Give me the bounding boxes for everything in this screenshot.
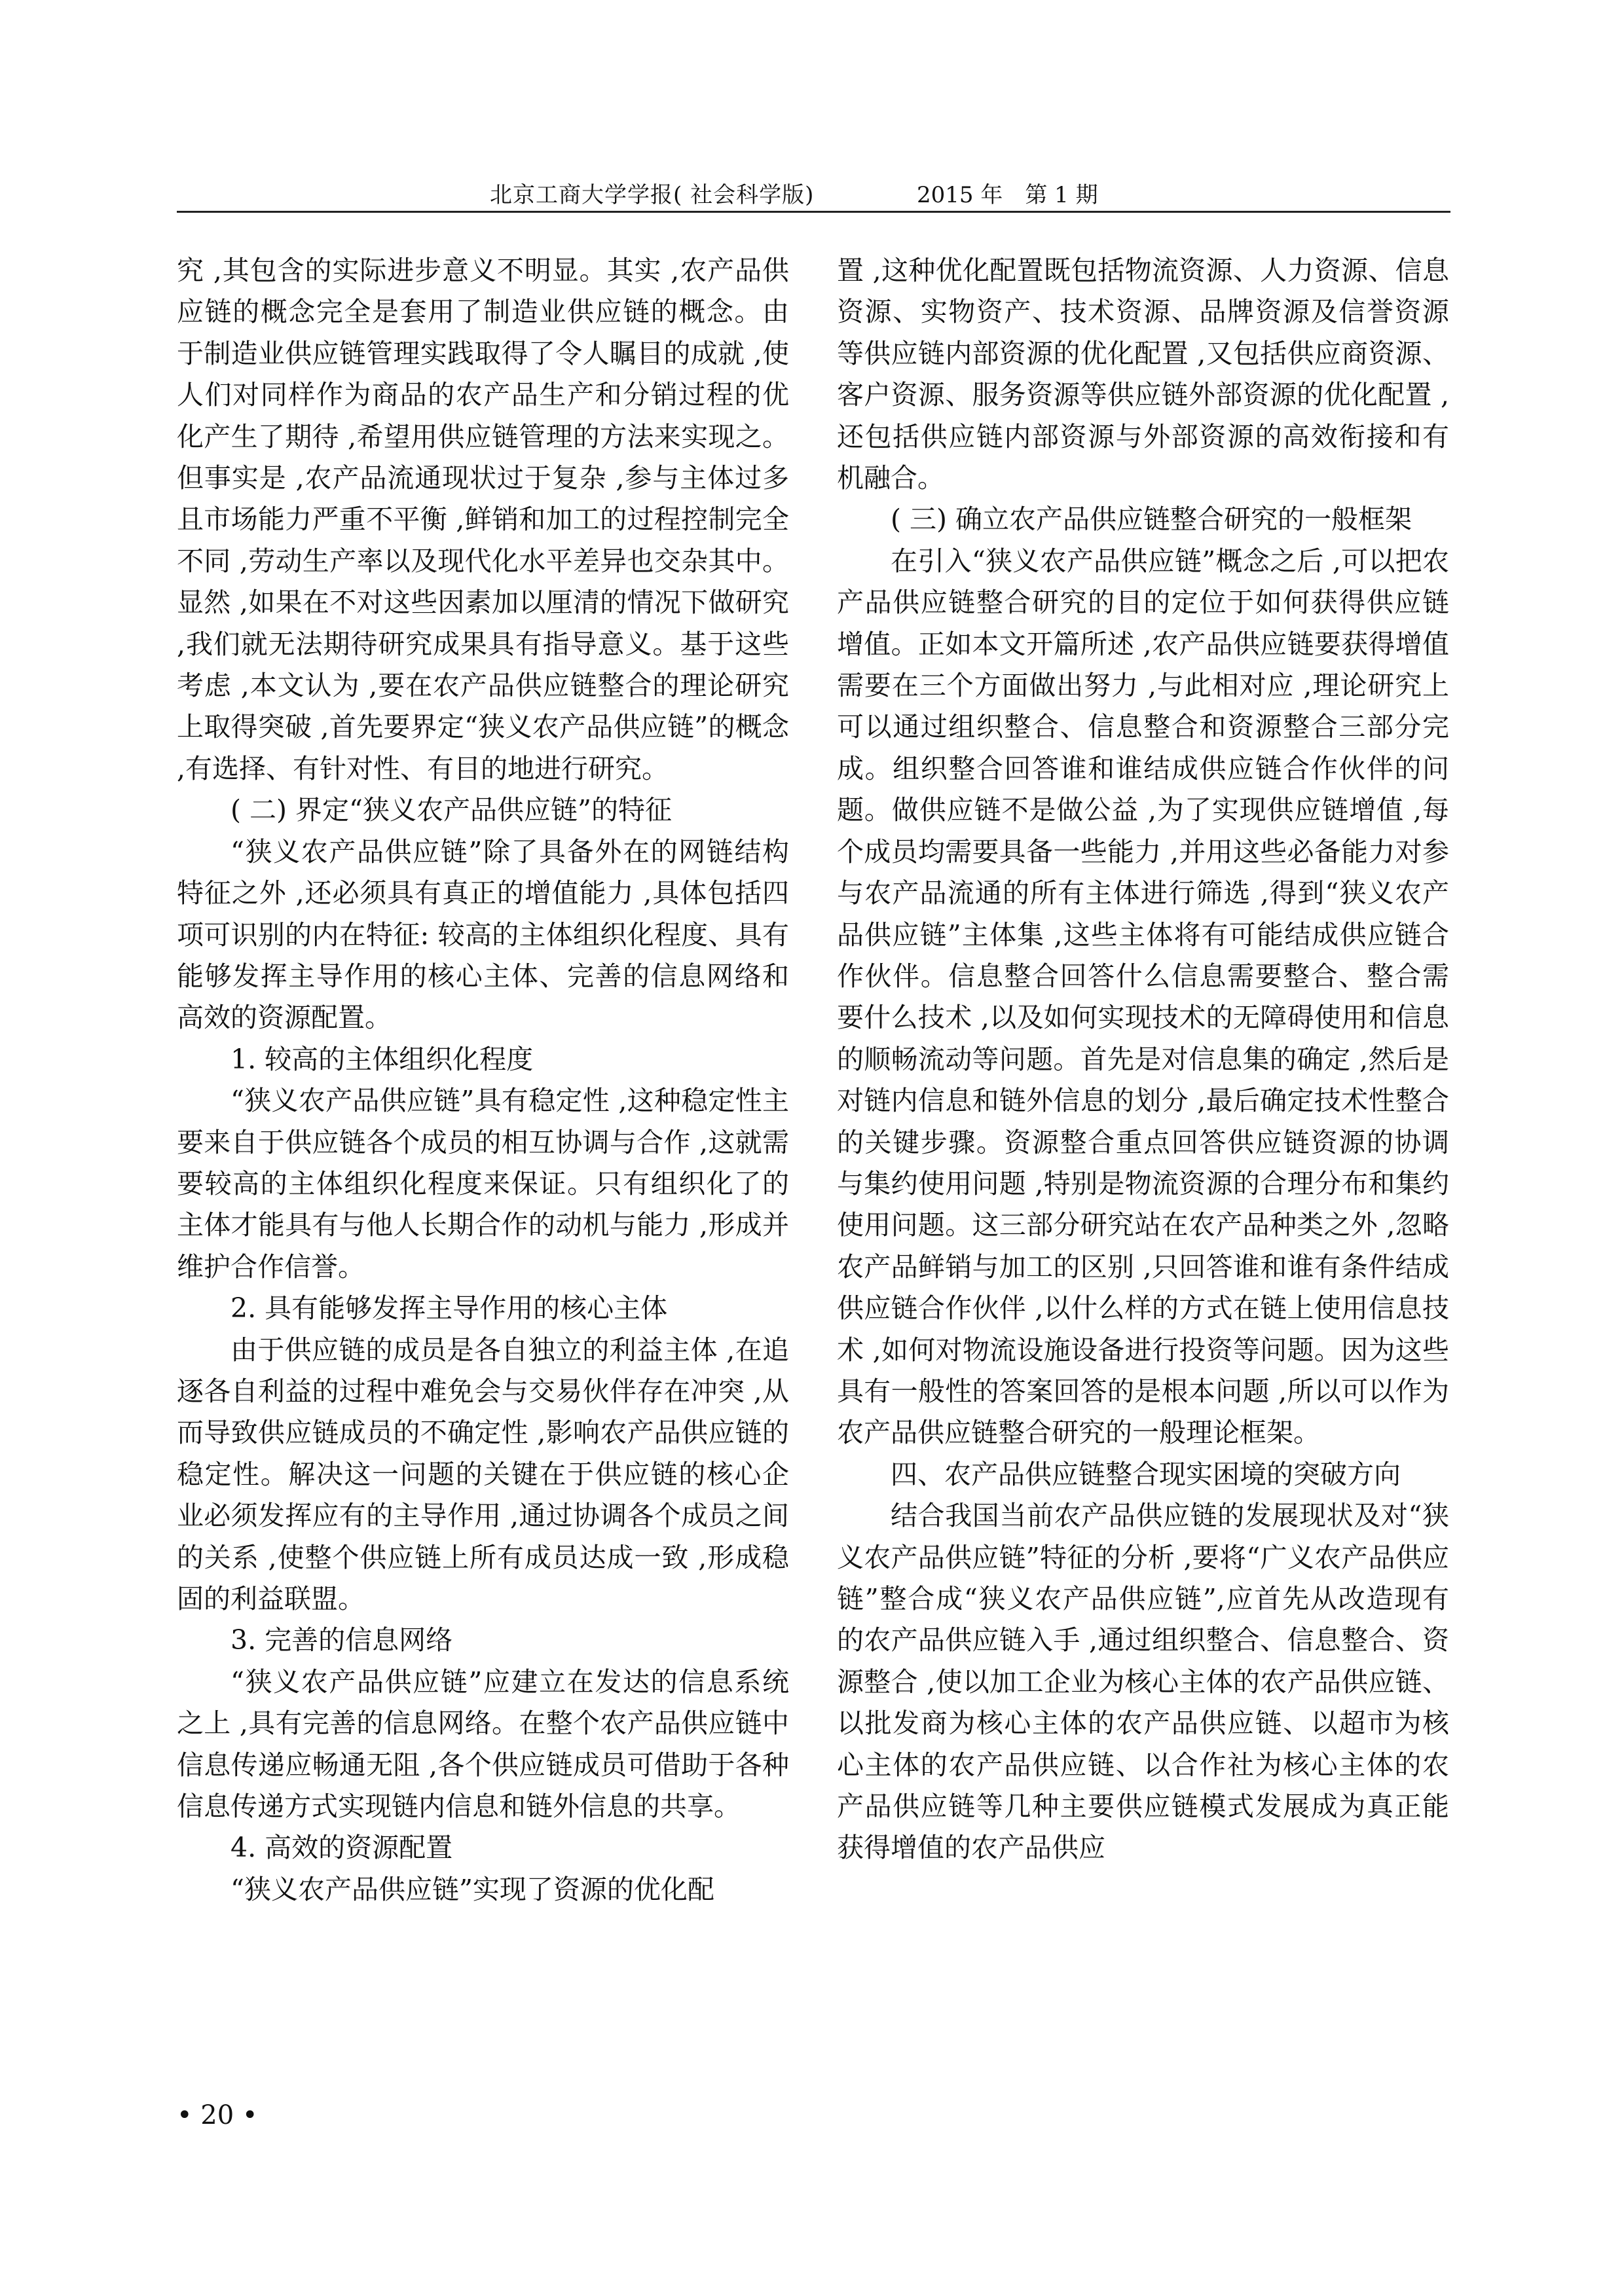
section-heading: ( 二) 界定“狭义农产品供应链”的特征 (231, 794, 672, 826)
subsection-heading: 1. 较高的主体组织化程度 (231, 1043, 534, 1075)
section-heading: ( 三) 确立农产品供应链整合研究的一般框架 (891, 503, 1412, 536)
page-number: • 20 • (177, 2100, 258, 2130)
paragraph: 究 ,其包含的实际进步意义不明显。其实 ,农产品供应链的概念完全是套用了制造业供应链的概念。由于制造业供应链管理实践取得了令人瞩目的成就 ,使人们对同样作为商品的农产品生产和分销过程的优化产生了期待 ,希望用供应链管理的方法来实现之。但事实是 ,农产品流通现状过于复杂 ,参与主体过多且市场能力严重不平衡 ,鲜销和加工的过程控制完全不同 ,劳动生产率以及现代化水平差异也交杂其中。显然 ,如果在不对这些因素加以厘清的情况下做研究 ,我们就无法期待研究成果具有指导意义。基于这些考虑 ,本文认为 ,要在农产品供应链整合的理论研究上取得突破 ,首先要界定“狭义农产品供应链”的概念 ,有选择、有针对性、有目的地进行研究。 (177, 255, 789, 784)
running-header (177, 175, 1450, 213)
paragraph: 置 ,这种优化配置既包括物流资源、人力资源、信息资源、实物资产、技术资源、品牌资源及信誉资源等供应链内部资源的优化配置 ,又包括供应商资源、客户资源、服务资源等供应链外部资源的优化配置 ,还包括供应链内部资源与外部资源的高效衔接和有机融合。 (837, 255, 1449, 494)
paragraph: 在引入“狭义农产品供应链”概念之后 ,可以把农产品供应链整合研究的目的定位于如何获得供应链增值。正如本文开篇所述 ,农产品供应链要获得增值需要在三个方面做出努力 ,与此相对应 ,理论研究上可以通过组织整合、信息整合和资源整合三部分完成。组织整合回答谁和谁结成供应链合作伙伴的问题。做供应链不是做公益 ,为了实现供应链增值 ,每个成员均需要具备一些能力 ,并用这些必备能力对参与农产品流通的所有主体进行筛选 ,得到“狭义农产品供应链”主体集 ,这些主体将有可能结成供应链合作伙伴。信息整合回答什么信息需要整合、整合需要什么技术 ,以及如何实现技术的无障碍使用和信息的顺畅流动等问题。首先是对信息集的确定 ,然后是对链内信息和链外信息的划分 ,最后确定技术性整合的关键步骤。资源整合重点回答供应链资源的协调与集约使用问题 ,特别是物流资源的合理分布和集约使用问题。这三部分研究站在农产品种类之外 ,忽略农产品鲜销与加工的区别 ,只回答谁和谁有条件结成供应链合作伙伴 ,以什么样的方式在链上使用信息技术 ,如何对物流设施设备进行投资等问题。因为这些具有一般性的答案回答的是根本问题 ,所以可以作为农产品供应链整合研究的一般理论框架。 (837, 545, 1449, 1449)
paragraph: “狭义农产品供应链”具有稳定性 ,这种稳定性主要来自于供应链各个成员的相互协调与合作 ,这就需要较高的主体组织化程度来保证。只有组织化了的主体才能具有与他人长期合作的动机与能力 ,形成并维护合作信誉。 (177, 1085, 789, 1283)
subsection-heading: 3. 完善的信息网络 (231, 1624, 453, 1656)
paragraph: “狭义农产品供应链”应建立在发达的信息系统之上 ,具有完善的信息网络。在整个农产品供应链中信息传递应畅通无阻 ,各个供应链成员可借助于各种信息传递方式实现链内信息和链外信息的共享。 (177, 1666, 789, 1823)
left-column (177, 250, 789, 1910)
paragraph: “狭义农产品供应链”实现了资源的优化配 (231, 1873, 714, 1905)
paragraph: 由于供应链的成员是各自独立的利益主体 ,在追逐各自利益的过程中难免会与交易伙伴存在冲突 ,从而导致供应链成员的不确定性 ,影响农产品供应链的稳定性。解决这一问题的关键在于供应链的核心企业必须发挥应有的主导作用 ,通过协调各个成员之间的关系 ,使整个供应链上所有成员达成一致 ,形成稳固的利益联盟。 (177, 1334, 789, 1614)
journal-title: 北京工商大学学报( 社会科学版) (490, 182, 815, 208)
subsection-heading: 2. 具有能够发挥主导作用的核心主体 (231, 1292, 668, 1324)
issue-info: 2015 年 第 1 期 (917, 182, 1098, 208)
paragraph: “狭义农产品供应链”除了具备外在的网链结构特征之外 ,还必须具有真正的增值能力 ,具体包括四项可识别的内在特征: 较高的主体组织化程度、具有能够发挥主导作用的核心主体、完善的信息网络和高效的资源配置。 (177, 835, 789, 1034)
section-heading: 四、农产品供应链整合现实困境的突破方向 (891, 1458, 1401, 1490)
paragraph: 结合我国当前农产品供应链的发展现状及对“狭义农产品供应链”特征的分析 ,要将“广义农产品供应链”整合成“狭义农产品供应链”,应首先从改造现有的农产品供应链入手 ,通过组织整合、信息整合、资源整合 ,使以加工企业为核心主体的农产品供应链、以批发商为核心主体的农产品供应链、以超市为核心主体的农产品供应链、以合作社为核心主体的农产品供应链等几种主要供应链模式发展成为真正能获得增值的农产品供应 (837, 1500, 1449, 1864)
right-column (837, 250, 1449, 1869)
subsection-heading: 4. 高效的资源配置 (231, 1832, 453, 1864)
